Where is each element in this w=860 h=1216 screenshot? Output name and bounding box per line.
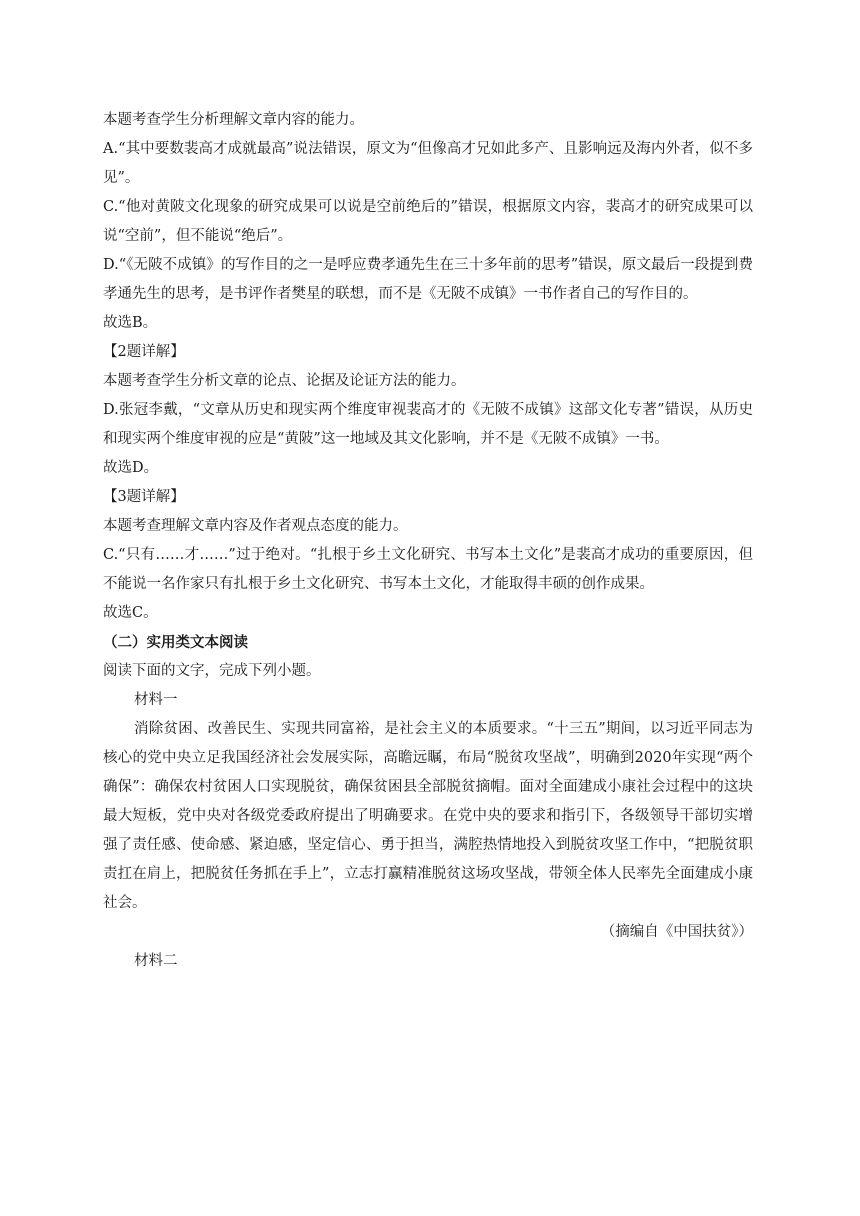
paragraph-q2-option-d: D.张冠李戴，“文章从历史和现实两个维度审视裴高才的《无陂不成镇》这部文化专著”错误，从历史和现实两个维度审视的应是“黄陂”这一地域及其文化影响，并不是《无陂不成镇》一书。 (103, 402, 753, 447)
material-one-source: （摘编自《中国扶贫》） (600, 924, 753, 940)
paragraph-q3-intro: 本题考查理解文章内容及作者观点态度的能力。 (103, 518, 408, 534)
answer-1: 故选B。 (103, 315, 158, 331)
paragraph-intro-1: 本题考查学生分析理解文章内容的能力。 (103, 112, 364, 128)
document-page (103, 106, 753, 976)
paragraph-option-a: A.“其中要数裴高才成就最高”说法错误，原文为“但像高才兄如此多产、且影响远及海内外者，似不多见”。 (103, 141, 753, 186)
material-one-body: 消除贫困、改善民生、实现共同富裕，是社会主义的本质要求。“十三五”期间，以习近平同志为核心的党中央立足我国经济社会发展实际，高瞻远瞩，布局“脱贫攻坚战”，明确到2020年实现“两个确保”：确保农村贫困人口实现脱贫，确保贫困县全部脱贫摘帽。面对全面建成小康社会过程中的这块最大短板，党中央对各级党委政府提出了明确要求。在党中央的要求和指引下，各级领导干部切实增强了责任感、使命感、紧迫感，坚定信心、勇于担当，满腔热情地投入到脱贫攻坚工作中，“把脱贫职责扛在肩上，把脱贫任务抓在手上”，立志打赢精准脱贫这场攻坚战，带领全体人民率先全面建成小康社会。 (103, 721, 753, 911)
reading-instruction: 阅读下面的文字，完成下列小题。 (103, 663, 321, 679)
section-heading-q2: 【2题详解】 (103, 344, 185, 360)
answer-3: 故选C。 (103, 605, 158, 621)
paragraph-option-d: D.“《无陂不成镇》的写作目的之一是呼应费孝通先生在三十多年前的思考”错误，原文最后一段提到费孝通先生的思考，是书评作者樊星的联想，而不是《无陂不成镇》一书作者自己的写作目的。 (103, 257, 753, 302)
material-two-label: 材料二 (134, 953, 178, 969)
section-heading-q3: 【3题详解】 (103, 489, 185, 505)
material-one-label: 材料一 (134, 692, 178, 708)
paragraph-option-c: C.“他对黄陂文化现象的研究成果可以说是空前绝后的”错误，根据原文内容，裴高才的研究成果可以说“空前”，但不能说“绝后”。 (103, 199, 753, 244)
paragraph-q3-option-c: C.“只有……才……”过于绝对。“扎根于乡土文化研究、书写本土文化”是裴高才成功的重要原因，但不能说一名作家只有扎根于乡土文化研究、书写本土文化，才能取得丰硕的创作成果。 (103, 547, 753, 592)
paragraph-q2-intro: 本题考查学生分析文章的论点、论据及论证方法的能力。 (103, 373, 466, 389)
answer-2: 故选D。 (103, 460, 159, 476)
section-title-practical-reading: （二）实用类文本阅读 (103, 634, 248, 651)
